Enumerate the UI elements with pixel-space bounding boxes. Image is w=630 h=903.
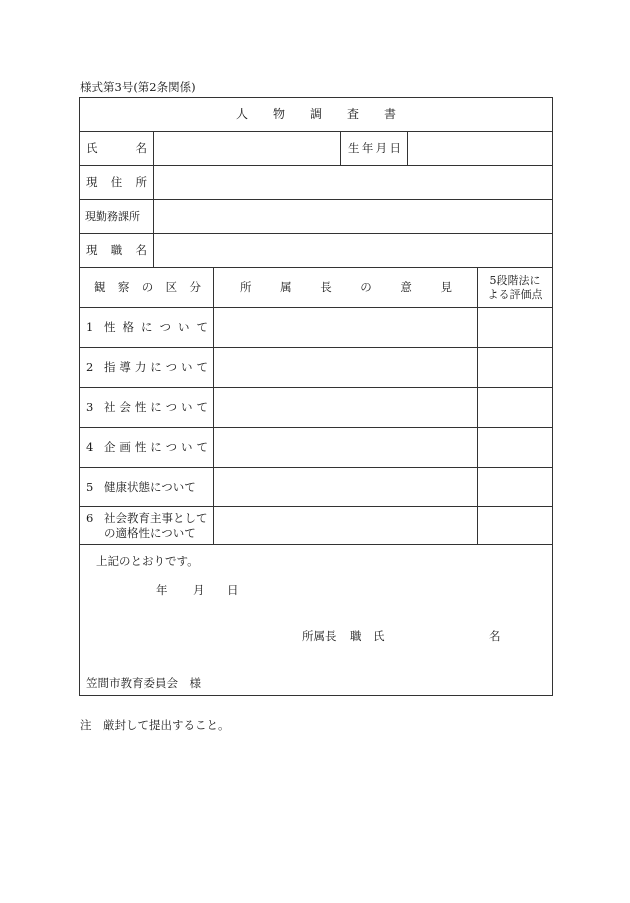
opinion-field-2[interactable] — [213, 348, 477, 387]
item-label-5: 5 健康状態について — [86, 479, 196, 494]
opinion-field-5[interactable] — [213, 468, 477, 506]
certification-statement: 上記のとおりです。 — [96, 554, 199, 568]
opinion-field-4[interactable] — [213, 428, 477, 467]
position-label: 現 職 名 — [86, 243, 147, 257]
evaluation-row-4 — [80, 427, 552, 467]
score-field-4[interactable] — [477, 428, 552, 467]
signer-name-label: 氏 — [373, 629, 385, 643]
position-row — [80, 233, 552, 267]
evaluation-row-6 — [80, 506, 552, 545]
birth-date-label: 生 年 月 日 — [340, 132, 407, 165]
score-field-2[interactable] — [477, 348, 552, 387]
name-row — [80, 131, 552, 165]
opinion-field-6[interactable] — [213, 507, 477, 545]
evaluation-row-2 — [80, 347, 552, 387]
evaluation-header-row — [80, 267, 552, 307]
address-field[interactable] — [153, 166, 552, 199]
evaluation-row-1 — [80, 307, 552, 347]
addressee: 笠間市教育委員会 様 — [86, 676, 201, 690]
opinion-field-1[interactable] — [213, 308, 477, 347]
category-header: 観 察 の 区 分 — [94, 280, 201, 294]
evaluation-row-3 — [80, 387, 552, 427]
score-field-6[interactable] — [477, 507, 552, 545]
address-label: 現 住 所 — [86, 175, 147, 189]
address-row — [80, 165, 552, 199]
personnel-investigation-form — [79, 97, 553, 696]
name-field[interactable] — [153, 132, 340, 165]
item-label-1: 1 性 格 に つ い て — [86, 320, 208, 334]
item-label-4: 4 企 画 性 に つ い て — [86, 440, 208, 454]
title-row — [80, 98, 552, 131]
opinion-field-3[interactable] — [213, 388, 477, 427]
item-label-6: 6 社会教育主事として の適格性について — [86, 511, 208, 540]
workplace-field[interactable] — [153, 200, 552, 233]
signer-name-suffix: 名 — [489, 629, 501, 643]
score-field-3[interactable] — [477, 388, 552, 427]
form-title: 人物調査書 — [235, 107, 421, 121]
evaluation-row-5 — [80, 467, 552, 506]
date-month-label: 月 — [193, 583, 205, 597]
score-header: 5段階法に よる評価点 — [477, 268, 552, 307]
score-field-5[interactable] — [477, 468, 552, 506]
signer-title: 所属長 — [302, 629, 337, 643]
signer-position-label: 職 — [350, 629, 362, 643]
certification-area — [80, 544, 552, 696]
form-number: 様式第3号(第2条関係) — [80, 80, 196, 94]
item-label-2: 2 指 導 力 に つ い て — [86, 360, 208, 374]
score-field-1[interactable] — [477, 308, 552, 347]
item-label-3: 3 社 会 性 に つ い て — [86, 400, 208, 414]
position-field[interactable] — [153, 234, 552, 267]
date-year-label: 年 — [156, 583, 168, 597]
opinion-header: 所 属 長 の 意 見 — [213, 268, 477, 307]
workplace-label: 現勤務課所 — [85, 210, 140, 223]
name-label: 氏 名 — [86, 141, 147, 155]
workplace-row — [80, 199, 552, 233]
submission-note: 注 厳封して提出すること。 — [80, 718, 230, 732]
date-day-label: 日 — [227, 583, 239, 597]
birth-date-field[interactable] — [407, 132, 552, 165]
